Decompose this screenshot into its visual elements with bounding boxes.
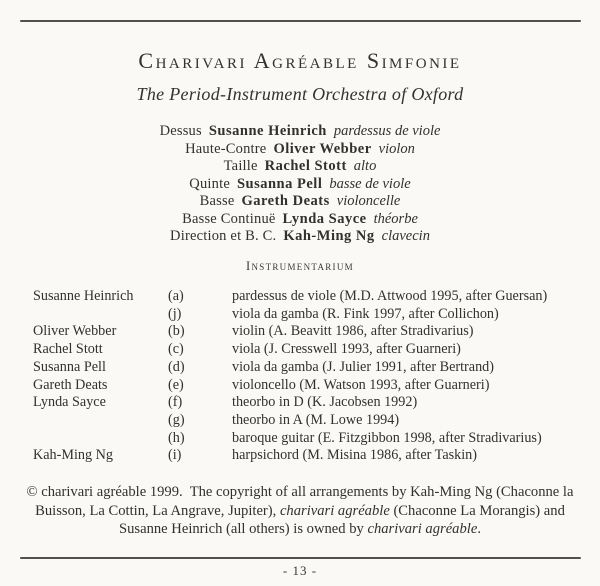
instrument-description: harpsichord (M. Misina 1986, after Taskin) bbox=[232, 447, 478, 464]
personnel-role: Direction et B. C. bbox=[170, 228, 277, 244]
copyright-text: © charivari agréable 1999. The copyright of all arrangements by Kah-Ming Ng (Chaconne la Buisson, La Cottin, La Angrave, Jupiter), bbox=[26, 484, 574, 519]
personnel-name: Oliver Webber bbox=[273, 140, 372, 157]
table-row bbox=[33, 412, 586, 430]
instrument-label: (c) bbox=[168, 341, 184, 358]
personnel-role: Basse bbox=[199, 193, 235, 209]
personnel-instrument: violon bbox=[378, 140, 415, 157]
copyright-notice bbox=[21, 483, 579, 539]
personnel-instrument: clavecin bbox=[381, 228, 430, 244]
copyright-text: (Chaconne La Morangis) and Susanne Heinrich (all others) is owned by bbox=[119, 502, 565, 538]
table-row bbox=[33, 359, 586, 377]
page-title: Charivari Agréable Simfonie bbox=[138, 48, 462, 73]
instrument-description: theorbo in D (K. Jacobsen 1992) bbox=[232, 394, 418, 411]
bottom-divider bbox=[20, 557, 581, 559]
table-row bbox=[33, 377, 586, 395]
personnel-line bbox=[0, 228, 600, 246]
personnel-line bbox=[0, 211, 600, 229]
instrument-label: (j) bbox=[168, 305, 182, 322]
instrument-description: viola da gamba (J. Julier 1991, after Bertrand) bbox=[232, 358, 494, 375]
player-name: Susanne Heinrich bbox=[33, 288, 134, 304]
personnel-name: Rachel Stott bbox=[264, 158, 347, 174]
copyright-text-italic: charivari agréable bbox=[279, 502, 390, 519]
personnel-instrument: pardessus de viole bbox=[333, 123, 441, 139]
player-name: Lynda Sayce bbox=[33, 394, 106, 411]
page-subtitle: The Period-Instrument Orchestra of Oxford bbox=[136, 84, 464, 104]
personnel-instrument: basse de viole bbox=[329, 175, 411, 192]
instrument-label: (d) bbox=[168, 358, 185, 375]
instrument-label: (g) bbox=[168, 411, 185, 428]
player-name: Rachel Stott bbox=[33, 341, 103, 358]
personnel-line bbox=[0, 123, 600, 141]
instrument-label: (f) bbox=[168, 394, 183, 411]
table-row bbox=[33, 394, 586, 412]
page-number: - 13 - bbox=[282, 563, 318, 578]
player-name bbox=[33, 412, 168, 430]
personnel-role: Quinte bbox=[189, 175, 230, 192]
table-row bbox=[33, 306, 586, 324]
personnel-instrument: alto bbox=[353, 158, 377, 174]
instrumentarium-heading: Instrumentarium bbox=[246, 259, 354, 273]
instrument-description: violoncello (M. Watson 1993, after Guarneri) bbox=[232, 376, 490, 393]
personnel-role: Taille bbox=[223, 158, 258, 174]
instrumentarium-table bbox=[33, 288, 586, 465]
personnel-instrument: violoncelle bbox=[336, 193, 401, 209]
table-row bbox=[33, 288, 586, 306]
player-name bbox=[33, 430, 168, 448]
player-name: Gareth Deats bbox=[33, 376, 108, 393]
player-name bbox=[33, 306, 168, 324]
player-name: Oliver Webber bbox=[33, 323, 117, 340]
personnel-role: Dessus bbox=[159, 123, 202, 139]
copyright-text-italic: charivari agréable bbox=[367, 521, 478, 538]
personnel-line bbox=[0, 158, 600, 176]
player-name: Kah-Ming Ng bbox=[33, 447, 113, 464]
personnel-instrument: théorbe bbox=[373, 210, 418, 227]
personnel-name: Kah-Ming Ng bbox=[283, 228, 375, 244]
personnel-name: Susanna Pell bbox=[236, 175, 323, 192]
personnel-name: Gareth Deats bbox=[241, 193, 330, 209]
instrument-description: viola da gamba (R. Fink 1997, after Collichon) bbox=[232, 305, 499, 322]
personnel-line bbox=[0, 176, 600, 194]
personnel-line bbox=[0, 141, 600, 159]
instrument-label: (a) bbox=[168, 288, 184, 304]
personnel-name: Lynda Sayce bbox=[282, 210, 367, 227]
player-name: Susanna Pell bbox=[33, 358, 106, 375]
table-row bbox=[33, 430, 586, 448]
instrument-label: (b) bbox=[168, 323, 185, 340]
personnel-line bbox=[0, 193, 600, 211]
instrument-label: (e) bbox=[168, 376, 184, 393]
instrument-description: pardessus de viole (M.D. Attwood 1995, after Guersan) bbox=[232, 288, 548, 304]
copyright-text: . bbox=[477, 521, 481, 538]
instrument-description: viola (J. Cresswell 1993, after Guarneri) bbox=[232, 341, 461, 358]
instrument-description: violin (A. Beavitt 1986, after Stradivarius) bbox=[232, 323, 474, 340]
table-row bbox=[33, 341, 586, 359]
personnel-list bbox=[0, 123, 600, 246]
instrument-description: baroque guitar (E. Fitzgibbon 1998, after Stradivarius) bbox=[232, 429, 542, 446]
instrument-label: (h) bbox=[168, 429, 185, 446]
instrument-description: theorbo in A (M. Lowe 1994) bbox=[232, 411, 400, 428]
top-divider bbox=[20, 20, 581, 22]
personnel-name: Susanne Heinrich bbox=[208, 123, 327, 139]
instrument-label: (i) bbox=[168, 447, 182, 464]
table-row bbox=[33, 323, 586, 341]
personnel-role: Haute-Contre bbox=[185, 140, 267, 157]
table-row bbox=[33, 447, 586, 465]
personnel-role: Basse Continuë bbox=[182, 210, 276, 227]
